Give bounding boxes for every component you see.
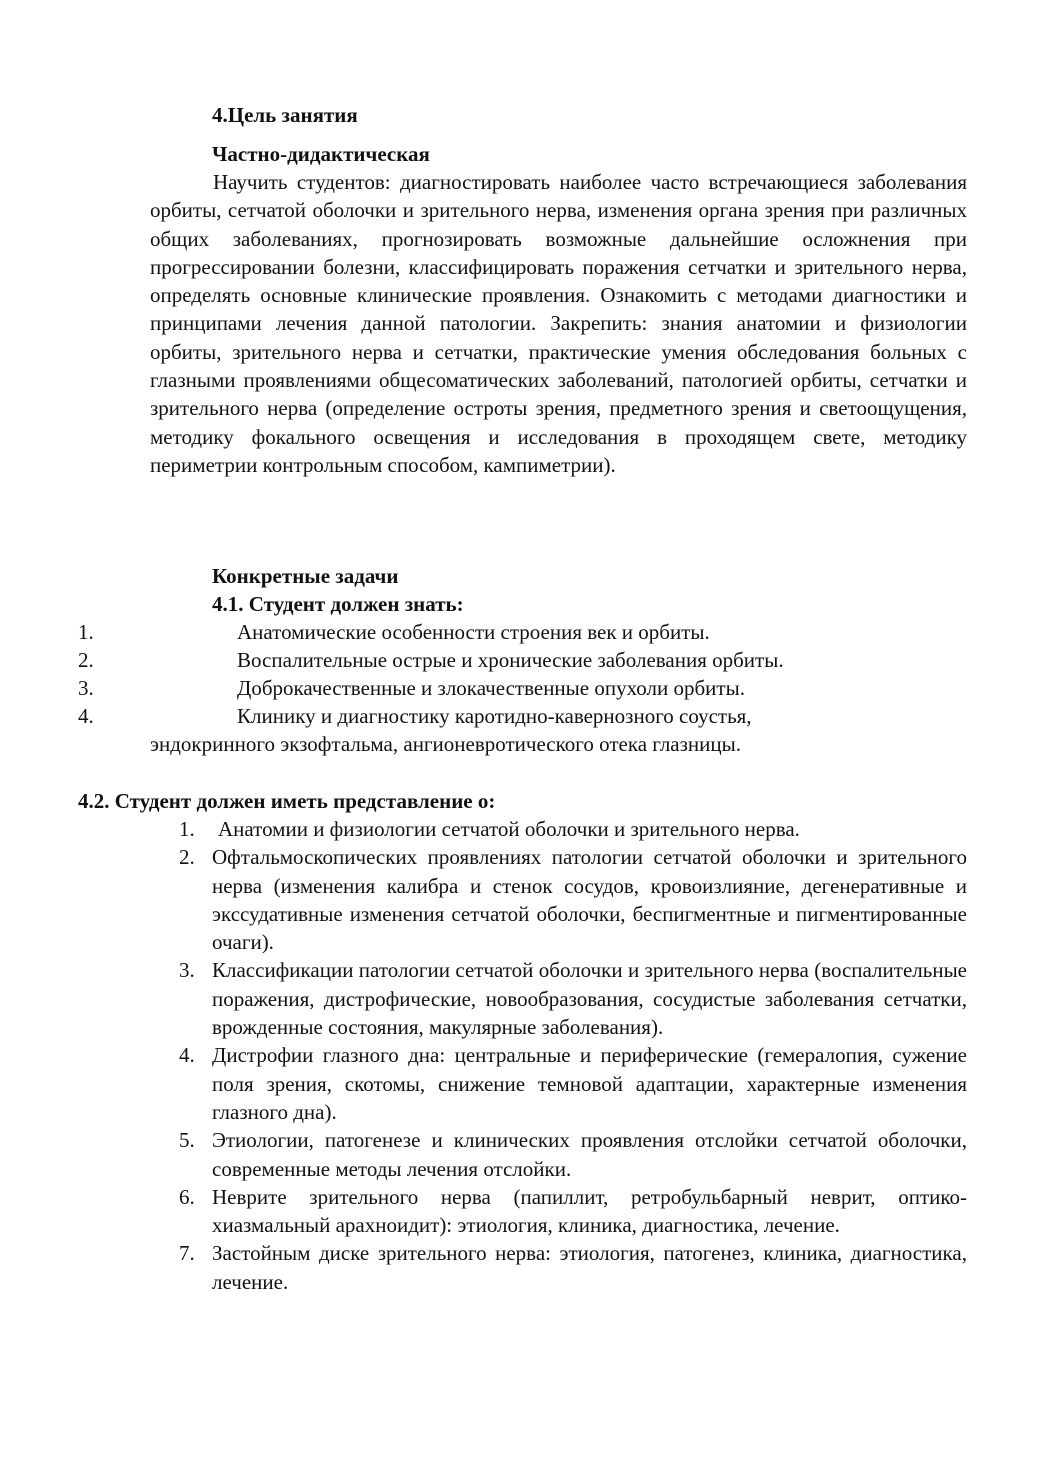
list-item-text: Доброкачественные и злокачественные опухоли орбиты. (237, 676, 745, 700)
know-title: 4.1. Студент должен знать: (212, 592, 464, 616)
list-item-continuation: эндокринного экзофтальма, ангионевротического отека глазницы. (150, 732, 741, 756)
tasks-title: Конкретные задачи (212, 564, 399, 588)
list-item-number: 2. (179, 845, 195, 870)
section-42-title: 4.2. Студент должен иметь представление о: (78, 789, 496, 813)
list-item-number: 7. (179, 1241, 195, 1266)
list-item-number: 3. (78, 676, 94, 700)
list-item (78, 646, 978, 674)
list-item (150, 815, 967, 843)
list-item (150, 843, 967, 956)
list-item-text: Клинику и диагностику каротидно-кавернозного соустья, (237, 704, 752, 728)
list-item (150, 1239, 967, 1296)
numbered-list (150, 815, 967, 1296)
list-item (78, 674, 978, 702)
list-item-text: Анатомические особенности строения век и орбиты. (237, 620, 710, 644)
section-title: 4.Цель занятия (212, 103, 358, 127)
list-item (150, 956, 967, 1041)
list-item-number: 4. (179, 1043, 195, 1068)
list-item-number: 4. (78, 704, 94, 728)
list-item-text: Неврите зрительного нерва (папиллит, ретробульбарный неврит, оптико-хиазмальный арахноидит): этиология, клиника, диагностика, лечение. (212, 1184, 967, 1238)
list-item (78, 702, 978, 730)
list-item-text: Застойным диске зрительного нерва: этиология, патогенез, клиника, диагностика, лечение. (212, 1241, 967, 1294)
list-item-text: Этиологии, патогенезе и клинических проявления отслойки сетчатой оболочки, современные методы лечения отслойки. (212, 1128, 967, 1181)
list-item-text: Воспалительные острые и хронические заболевания орбиты. (237, 648, 784, 672)
list-item (150, 1041, 967, 1126)
list-item-text: Дистрофии глазного дна: центральные и периферические (гемералопия, сужение поля зрения, скотомы, снижение темновой адаптации, характерные изменения глазного дна). (212, 1043, 967, 1124)
list-item-text: Классификации патологии сетчатой оболочки и зрительного нерва (воспалительные поражения, дистрофические, новообразования, сосудистые заболевания сетчатки, врожденные состояния, макулярные заболевания). (212, 958, 967, 1040)
list-item-text: Анатомии и физиологии сетчатой оболочки и зрительного нерва. (218, 817, 800, 841)
list-item-number: 2. (78, 648, 94, 672)
goal-paragraph: Научить студентов: диагностировать наиболее часто встречающиеся заболевания орбиты, сетчатой оболочки и зрительного нерва, изменения органа зрения при различных общих заболеваниях, прогнозировать возможные дальнейшие осложнения при прогрессировании болезни, классифицировать поражения сетчатки и зрительного нерва, определять основные клинические проявления. Ознакомить с методами диагностики и принципами лечения данной патологии. Закрепить: знания анатомии и физиологии орбиты, зрительного нерва и сетчатки, практические умения обследования больных с глазными проявлениями общесоматических заболеваний, патологией орбиты, сетчатки и зрительного нерва (определение остроты зрения, предметного зрения и светоощущения, методику фокального освещения и исследования в проходящем свете, методику периметрии контрольным способом, кампиметрии). (150, 170, 967, 477)
list-item (150, 1183, 967, 1240)
list-item-number: 5. (179, 1128, 195, 1153)
list-item-number: 1. (179, 817, 195, 841)
list-item-number: 3. (179, 958, 195, 983)
list-item (78, 618, 978, 646)
section-subtitle: Частно-дидактическая (212, 142, 430, 166)
list-item-number: 1. (78, 620, 94, 644)
list-item (150, 1126, 967, 1183)
list-item-text: Офтальмоскопических проявлениях патологии сетчатой оболочки и зрительного нерва (изменения калибра и стенок сосудов, кровоизлияние, дегенеративные и экссудативные изменения сетчатой оболочки, беспигментные и пигментированные очаги). (212, 845, 967, 955)
list-item-number: 6. (179, 1184, 195, 1209)
